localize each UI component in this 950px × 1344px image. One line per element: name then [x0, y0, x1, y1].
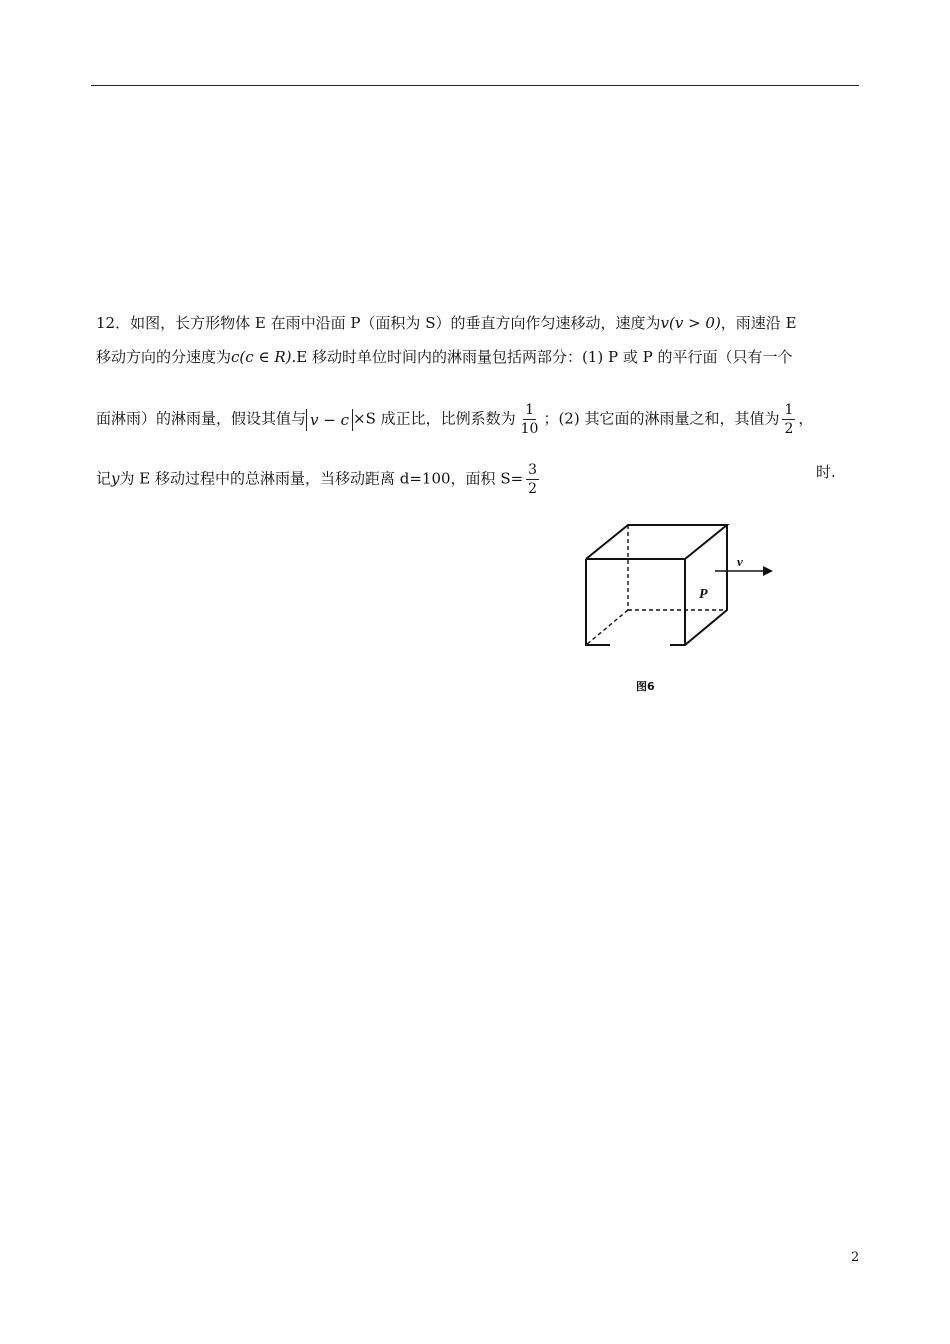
problem-line-3 [96, 402, 813, 437]
line1-text-a: 12．如图，长方形物体 E 在雨中沿面 P（面积为 S）的垂直方向作匀速移动，速度为 [96, 314, 661, 332]
cuboid-figure [575, 515, 790, 700]
velocity-arrow-head [763, 566, 773, 576]
velocity-symbol: v [660, 314, 669, 332]
fraction-numerator: 3 [528, 462, 538, 478]
fraction-denominator: 2 [784, 421, 794, 437]
line4-text-a: 记 [96, 469, 112, 488]
problem-line-4 [96, 462, 542, 497]
line4-text-b: 为 E 移动过程中的总淋雨量，当移动距离 d=100，面积 S= [119, 469, 524, 488]
fraction-three-halves [526, 462, 539, 497]
line3-text-b: ×S 成正比，比例系数为 [353, 409, 516, 428]
face-label: P [699, 587, 708, 602]
problem-line-2 [96, 347, 792, 367]
fraction-numerator: 1 [784, 402, 794, 418]
rain-speed-symbol: c [231, 348, 240, 366]
fraction-one-half [782, 402, 795, 437]
velocity-label: v [737, 554, 743, 569]
abs-expression: v − c [306, 409, 353, 431]
fraction-one-tenth [519, 402, 541, 437]
hidden-edge-depth [586, 610, 628, 645]
line3-text-a: 面淋雨）的淋雨量，假设其值与 [96, 409, 307, 428]
figure-caption: 图6 [636, 680, 655, 693]
line1-text-b: ，雨速沿 E [720, 314, 797, 332]
total-rain-symbol: y [111, 469, 120, 488]
line3-text-d: ， [798, 409, 814, 428]
problem-line-1 [96, 313, 797, 333]
page-number: 2 [851, 1250, 860, 1265]
fraction-denominator: 2 [528, 481, 538, 497]
cuboid-top-face [586, 525, 727, 559]
line4-tail: 时. [816, 463, 836, 481]
line2-text-a: 移动方向的分速度为 [96, 348, 232, 366]
header-rule [91, 85, 859, 86]
rain-speed-condition: (c ∈ R) [239, 348, 292, 366]
line3-text-c: ；(2) 其它面的淋雨量之和，其值为 [543, 409, 780, 428]
line2-text-b: .E 移动时单位时间内的淋雨量包括两部分：(1) P 或 P 的平行面（只有一个 [291, 348, 793, 366]
velocity-condition: (v > 0) [668, 314, 721, 332]
fraction-denominator: 10 [520, 421, 539, 437]
fraction-numerator: 1 [525, 402, 534, 418]
